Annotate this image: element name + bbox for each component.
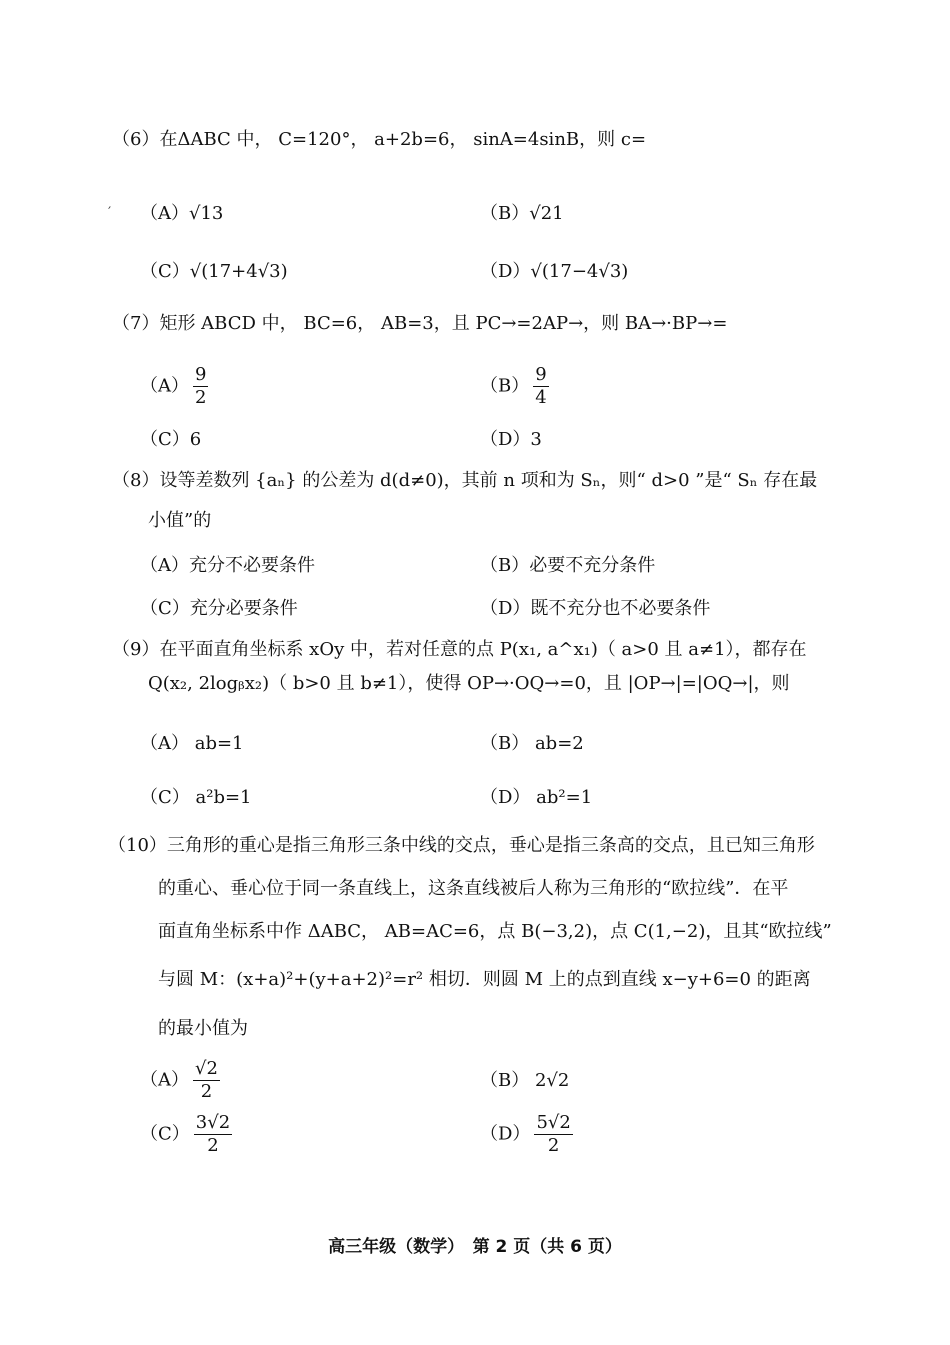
q10-stem-line-1: （10）三角形的重心是指三角形三条中线的交点，垂心是指三条高的交点，且已知三角形 bbox=[108, 835, 815, 856]
q9-stem-line-1: （9）在平面直角坐标系 xOy 中，若对任意的点 P(x₁, a^x₁)（ a>0 且 a≠1），都存在 bbox=[112, 639, 807, 660]
q6-option-a: （A）√13 bbox=[140, 203, 224, 224]
page-footer: 高三年级（数学） 第 2 页（共 6 页） bbox=[328, 1237, 622, 1257]
q10-option-c-label: （C） bbox=[140, 1123, 190, 1145]
q8-option-c: （C）充分必要条件 bbox=[140, 598, 298, 619]
q10-stem-line-2: 的重心、垂心位于同一条直线上，这条直线被后人称为三角形的“欧拉线”．在平 bbox=[158, 878, 789, 899]
fraction-numerator: 3√2 bbox=[195, 1112, 231, 1133]
q8-stem-line-2: 小值”的 bbox=[148, 510, 212, 531]
q6-option-c: （C）√(17+4√3) bbox=[140, 261, 288, 282]
q9-option-a: （A） ab=1 bbox=[140, 733, 244, 754]
q8-option-b: （B）必要不充分条件 bbox=[480, 555, 656, 576]
q10-option-a bbox=[140, 1058, 220, 1103]
fraction-numerator: 5√2 bbox=[536, 1112, 571, 1133]
q8-option-a: （A）充分不必要条件 bbox=[140, 555, 315, 576]
q10-option-d bbox=[480, 1112, 573, 1157]
q9-stem-line-2: Q(x₂, 2logᵦx₂)（ b>0 且 b≠1），使得 OP→·OQ→=0，且 |OP→|=|OQ→|，则 bbox=[148, 673, 790, 694]
q10-option-c bbox=[140, 1112, 232, 1157]
q6-stem: （6）在ΔABC 中， C=120°， a+2b=6， sinA=4sinB，则 c= bbox=[112, 129, 647, 150]
q7-option-b-label: （B） bbox=[480, 375, 530, 397]
q7-option-a-label: （A） bbox=[140, 375, 189, 397]
q10-option-d-fraction bbox=[534, 1112, 572, 1157]
q7-option-b-fraction bbox=[533, 364, 548, 409]
q7-option-a-fraction bbox=[193, 364, 208, 409]
fraction-numerator: 9 bbox=[535, 364, 547, 385]
fraction-denominator: 2 bbox=[200, 1081, 213, 1102]
q10-option-a-label: （A） bbox=[140, 1069, 189, 1091]
q6-option-d: （D）√(17−4√3) bbox=[480, 261, 629, 282]
fraction-denominator: 2 bbox=[207, 1135, 219, 1156]
q8-stem-line-1: （8）设等差数列 {aₙ} 的公差为 d(d≠0)，其前 n 项和为 Sₙ，则“ d>0 ”是“ Sₙ 存在最 bbox=[112, 470, 818, 491]
q7-option-b bbox=[480, 364, 549, 409]
q7-option-c: （C）6 bbox=[140, 429, 202, 450]
q7-option-a bbox=[140, 364, 208, 409]
q10-option-c-fraction bbox=[194, 1112, 232, 1157]
q9-option-d: （D） ab²=1 bbox=[480, 787, 593, 808]
q10-option-b: （B） 2√2 bbox=[480, 1070, 570, 1091]
fraction-denominator: 2 bbox=[547, 1135, 560, 1156]
fraction-numerator: √2 bbox=[195, 1058, 218, 1079]
fraction-numerator: 9 bbox=[195, 364, 207, 385]
q9-option-c: （C） a²b=1 bbox=[140, 787, 252, 808]
q10-option-a-fraction bbox=[193, 1058, 220, 1103]
fraction-denominator: 4 bbox=[535, 387, 547, 408]
q10-stem-line-4: 与圆 M：(x+a)²+(y+a+2)²=r² 相切．则圆 M 上的点到直线 x−y+6=0 的距离 bbox=[158, 969, 811, 990]
q10-stem-line-3: 面直角坐标系中作 ΔABC， AB=AC=6，点 B(−3,2)，点 C(1,−2)，且其“欧拉线” bbox=[158, 921, 832, 942]
fraction-denominator: 2 bbox=[195, 387, 207, 408]
q8-option-d: （D）既不充分也不必要条件 bbox=[480, 598, 711, 619]
q7-stem: （7）矩形 ABCD 中， BC=6， AB=3，且 PC→=2AP→，则 BA→·BP→= bbox=[112, 313, 728, 334]
q10-option-d-label: （D） bbox=[480, 1123, 531, 1145]
q9-option-b: （B） ab=2 bbox=[480, 733, 584, 754]
stray-mark: ′ bbox=[108, 205, 112, 221]
q10-stem-line-5: 的最小值为 bbox=[158, 1018, 248, 1039]
q7-option-d: （D）3 bbox=[480, 429, 542, 450]
q6-option-b: （B）√21 bbox=[480, 203, 564, 224]
